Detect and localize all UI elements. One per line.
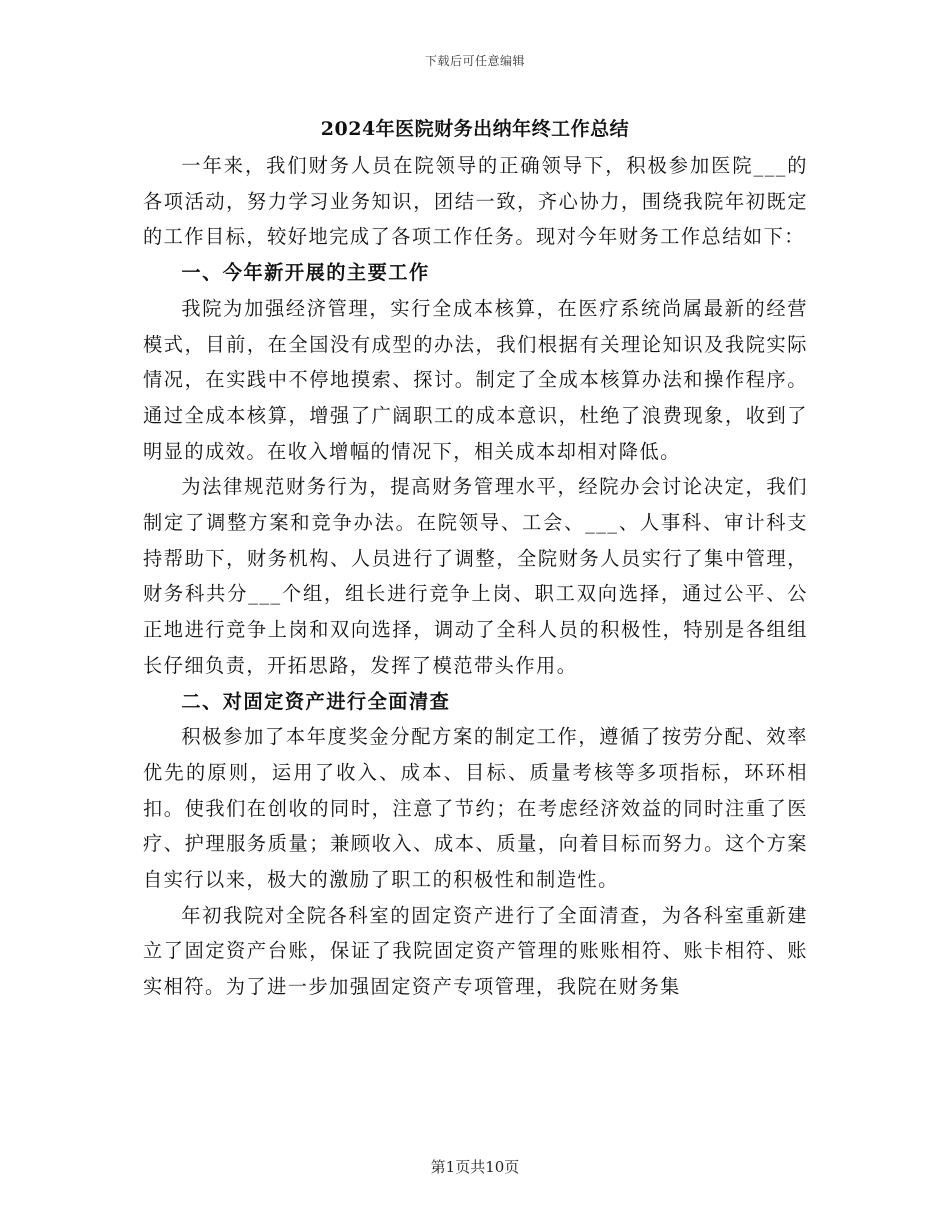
body-paragraph: 积极参加了本年度奖金分配方案的制定工作，遵循了按劳分配、效率优先的原则，运用了收入、成本、目标、质量考核等多项指标，环环相扣。使我们在创收的同时，注意了节约；在考虑经济效益的同时注重了医疗、护理服务质量；兼顾收入、成本、质量，向着目标而努力。这个方案自实行以来，极大的激励了职工的积极性和制造性。 (143, 725, 808, 892)
section-heading-2: 二、对固定资产进行全面清查 (181, 689, 451, 713)
body-paragraph: 为法律规范财务行为，提高财务管理水平，经院办会讨论决定，我们制定了调整方案和竞争办法。在院领导、工会、___、人事科、审计科支持帮助下，财务机构、人员进行了调整，全院财务人员实行了集中管理，财务科共分___个组，组长进行竞争上岗、职工双向选择，通过公平、公正地进行竞争上岗和双向选择，调动了全科人员的积极性，特别是各组组长仔细负责，开拓思路，发挥了模范带头作用。 (143, 475, 808, 677)
body-paragraph: 我院为加强经济管理，实行全成本核算，在医疗系统尚属最新的经营模式，目前，在全国没有成型的办法，我们根据有关理论知识及我院实际情况，在实践中不停地摸索、探讨。制定了全成本核算办法和操作程序。通过全成本核算，增强了广阔职工的成本意识，杜绝了浪费现象，收到了明显的成效。在收入增幅的情况下，相关成本却相对降低。 (143, 296, 808, 463)
body-paragraph: 年初我院对全院各科室的固定资产进行了全面清查，为各科室重新建立了固定资产台账，保证了我院固定资产管理的账账相符、账卡相符、账实相符。为了进一步加强固定资产专项管理，我院在财务集 (143, 903, 808, 999)
document-title: 2024年医院财务出纳年终工作总结 (320, 118, 630, 140)
header-note: 下载后可任意编辑 (424, 54, 525, 68)
page-number: 第1页共10页 (430, 1158, 520, 1176)
intro-paragraph: 一年来，我们财务人员在院领导的正确领导下，积极参加医院___的各项活动，努力学习业务知识，团结一致，齐心协力，围绕我院年初既定的工作目标，较好地完成了各项工作任务。现对今年财务工作总结如下： (143, 154, 808, 249)
section-heading-1: 一、今年新开展的主要工作 (181, 261, 430, 285)
document-body (143, 148, 808, 1005)
